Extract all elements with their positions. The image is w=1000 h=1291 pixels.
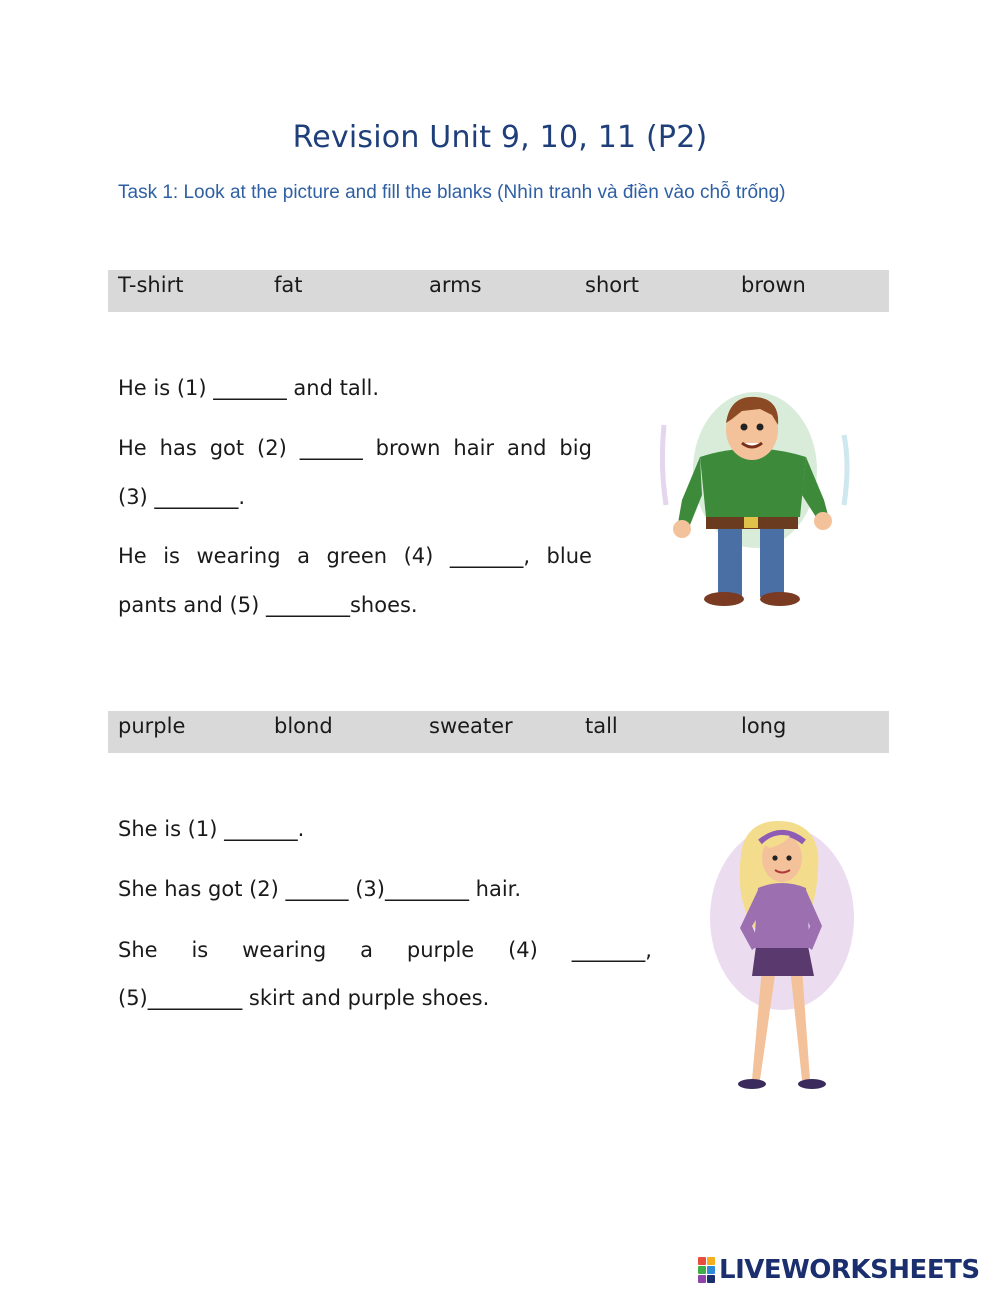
- word-bank-item: fat: [274, 273, 303, 297]
- word: He: [118, 436, 147, 460]
- blank[interactable]: _______,: [449, 544, 531, 568]
- sentence-9: (5)_________ skirt and purple shoes.: [118, 986, 490, 1010]
- word: purple: [406, 938, 475, 962]
- girl-illustration: [690, 818, 860, 1093]
- word: She: [118, 938, 158, 962]
- blank[interactable]: _______,: [571, 938, 652, 962]
- sentence-4: [118, 544, 592, 568]
- logo-text: LIVEWORKSHEETS: [719, 1255, 980, 1285]
- sentence-5: pants and (5) ________shoes.: [118, 593, 418, 617]
- sentence-8: [118, 938, 652, 962]
- word-bank-item: purple: [118, 714, 186, 738]
- boy-illustration: [660, 385, 850, 610]
- sentence-6: She is (1) _______.: [118, 817, 305, 841]
- word-bank-item: sweater: [429, 714, 513, 738]
- task-instruction: Task 1: Look at the picture and fill the blanks (Nhìn tranh và điền vào chỗ trống): [118, 182, 786, 203]
- word: a: [297, 544, 310, 568]
- sentence-1: He is (1) _______ and tall.: [118, 376, 380, 400]
- word: brown: [375, 436, 441, 460]
- word-bank-item: T-shirt: [118, 273, 184, 297]
- sentence-7: She has got (2) ______ (3)________ hair.: [118, 877, 522, 901]
- word: has: [159, 436, 197, 460]
- logo-blocks-icon: [698, 1257, 715, 1283]
- sentence-3: (3) ________.: [118, 485, 246, 509]
- word: He: [118, 544, 147, 568]
- word: is: [191, 938, 209, 962]
- word: (2): [257, 436, 287, 460]
- word-bank-2: [108, 711, 889, 753]
- word: blue: [546, 544, 592, 568]
- word: and: [506, 436, 547, 460]
- liveworksheets-logo: [698, 1255, 980, 1285]
- word: green: [326, 544, 388, 568]
- word: big: [559, 436, 592, 460]
- word: wearing: [242, 938, 327, 962]
- blank[interactable]: ______: [299, 436, 363, 460]
- word: (4): [508, 938, 538, 962]
- word-bank-1: [108, 270, 889, 312]
- word: got: [209, 436, 245, 460]
- page-title: Revision Unit 9, 10, 11 (P2): [292, 120, 708, 155]
- word: (4): [403, 544, 434, 568]
- sentence-2: [118, 436, 592, 460]
- word-bank-item: long: [741, 714, 787, 738]
- word-bank-item: tall: [585, 714, 618, 738]
- word-bank-item: short: [585, 273, 639, 297]
- word: is: [163, 544, 180, 568]
- word: wearing: [196, 544, 281, 568]
- word-bank-item: blond: [274, 714, 333, 738]
- word: hair: [453, 436, 495, 460]
- word: a: [360, 938, 373, 962]
- word-bank-item: brown: [741, 273, 806, 297]
- word-bank-item: arms: [429, 273, 482, 297]
